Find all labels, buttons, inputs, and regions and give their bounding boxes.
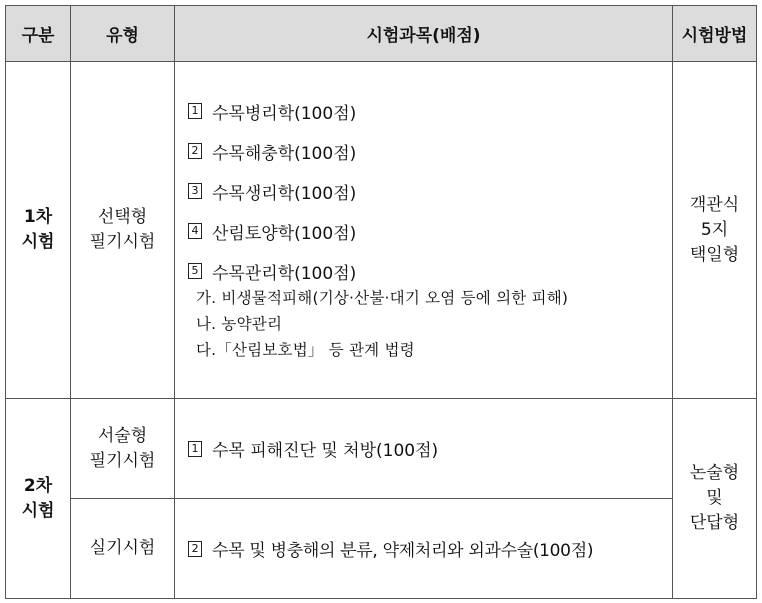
first-method-line1: 객관식 bbox=[689, 194, 740, 215]
header-row bbox=[6, 6, 757, 62]
first-type-line1: 선택형 bbox=[97, 207, 148, 227]
first-type-cell bbox=[71, 62, 175, 399]
subject-item bbox=[188, 138, 672, 164]
second-type1-line1: 서술형 bbox=[97, 425, 148, 446]
subitem-na: 나. 농약관리 bbox=[196, 315, 283, 333]
header-subjects: 시험과목(배점) bbox=[175, 6, 673, 62]
subject-number-box: 1 bbox=[188, 103, 202, 119]
subitem-da: 다.「산림보호법」 등 관계 법령 bbox=[196, 341, 415, 359]
second-method-line3: 단답형 bbox=[689, 513, 740, 533]
subject-number-box: 2 bbox=[188, 541, 202, 557]
subject-number-box: 2 bbox=[188, 143, 202, 159]
first-exam-row bbox=[6, 62, 757, 399]
second-stage-cell bbox=[6, 399, 71, 599]
second-method-line1: 논술형 bbox=[689, 463, 740, 483]
subject-number-box: 3 bbox=[188, 183, 202, 199]
subject-number-box: 1 bbox=[188, 441, 202, 457]
second-stage-line2: 시험 bbox=[21, 500, 55, 521]
subject-label: 수목해충학(100점) bbox=[212, 143, 357, 164]
second-exam-row-b bbox=[6, 499, 757, 599]
subitem-ga: 가. 비생물적피해(기상·산불·대기 오염 등에 의한 피해) bbox=[196, 289, 569, 307]
subject-number-box: 4 bbox=[188, 223, 202, 239]
subject-item bbox=[188, 536, 672, 562]
subject-label: 수목생리학(100점) bbox=[212, 183, 357, 204]
first-type-line2: 필기시험 bbox=[89, 232, 156, 252]
second-subject1-cell bbox=[175, 399, 673, 499]
subject-item bbox=[188, 178, 672, 204]
subject-label: 수목 및 병충해의 분류, 약제처리와 외과수술(100점) bbox=[212, 541, 594, 561]
subject-label: 수목관리학(100점) bbox=[212, 263, 357, 284]
first-stage-line1: 1차 bbox=[23, 207, 53, 227]
second-type1-cell bbox=[71, 399, 175, 499]
subject-item bbox=[188, 436, 672, 462]
subject-label: 수목병리학(100점) bbox=[212, 103, 357, 124]
subject-label: 산림토양학(100점) bbox=[212, 223, 357, 244]
second-exam-row-a bbox=[6, 399, 757, 499]
first-subjects-cell bbox=[175, 62, 673, 399]
exam-table bbox=[5, 5, 757, 599]
second-type2-cell: 실기시험 bbox=[71, 499, 175, 599]
second-method-line2: 및 bbox=[706, 488, 723, 508]
subject-item bbox=[188, 218, 672, 244]
subject-item bbox=[188, 98, 672, 124]
second-stage-line1: 2차 bbox=[23, 475, 53, 496]
subject-number-box: 5 bbox=[188, 263, 202, 279]
second-method-cell bbox=[673, 399, 757, 599]
second-type1-line2: 필기시험 bbox=[89, 450, 156, 471]
first-method-cell bbox=[673, 62, 757, 399]
subject-label: 수목 피해진단 및 처방(100점) bbox=[212, 441, 439, 461]
first-method-line2: 5지 bbox=[700, 219, 729, 240]
first-stage-line2: 시험 bbox=[21, 232, 55, 252]
header-category: 구분 bbox=[6, 6, 71, 62]
header-type: 유형 bbox=[71, 6, 175, 62]
first-stage-cell bbox=[6, 62, 71, 399]
second-subject2-cell bbox=[175, 499, 673, 599]
first-method-line3: 택일형 bbox=[689, 244, 740, 265]
subject-item bbox=[188, 258, 672, 284]
header-method: 시험방법 bbox=[673, 6, 757, 62]
